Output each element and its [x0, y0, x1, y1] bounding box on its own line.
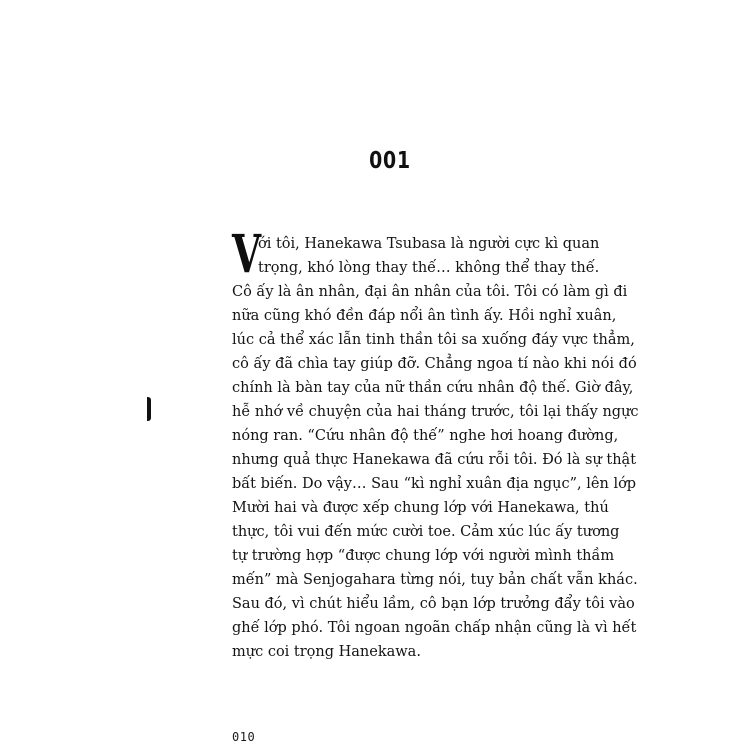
text-line: nóng ran. “Cứu nhân độ thế” nghe hơi hoang đường, [232, 428, 619, 444]
text-line: thực, tôi vui đến mức cười toe. Cảm xúc lúc ấy tương [232, 524, 620, 540]
text-line: nhưng quả thực Hanekawa đã cứu rỗi tôi. Đó là sự thật [232, 452, 637, 468]
text-line: Mười hai và được xếp chung lớp với Hanekawa, thú [232, 500, 609, 516]
text-line: mực coi trọng Hanekawa. [232, 644, 421, 660]
text-line: ghế lớp phó. Tôi ngoan ngoãn chấp nhận cũng là vì hết [232, 620, 637, 636]
text-line: trọng, khó lòng thay thế… không thể thay thế. [258, 260, 600, 276]
chapter-title: 001 [369, 148, 411, 174]
text-line: mến” mà Senjogahara từng nói, tuy bản chất vẫn khác. [232, 572, 638, 588]
body-text [232, 224, 639, 664]
text-line: hễ nhớ về chuyện của hai tháng trước, tôi lại thấy ngực [232, 404, 639, 420]
text-line: tự trường hợp “được chung lớp với người mình thầm [232, 548, 615, 564]
text-line: Sau đó, vì chút hiểu lầm, cô bạn lớp trưởng đẩy tôi vào [232, 596, 635, 612]
text-line: Cô ấy là ân nhân, đại ân nhân của tôi. Tôi có làm gì đi [232, 284, 628, 300]
page-number: 010 [232, 730, 256, 744]
text-line: ới tôi, Hanekawa Tsubasa là người cực kì quan [258, 236, 600, 252]
page-edge-mark [147, 397, 151, 421]
text-line: cô ấy đã chìa tay giúp đỡ. Chẳng ngoa tí nào khi nói đó [232, 356, 637, 372]
drop-cap: V [232, 224, 262, 285]
text-line: nữa cũng khó đền đáp nổi ân tình ấy. Hồi nghỉ xuân, [232, 308, 617, 324]
text-line: bất biến. Do vậy… Sau “kì nghỉ xuân địa ngục”, lên lớp [232, 476, 637, 492]
text-line: lúc cả thể xác lẫn tinh thần tôi sa xuống đáy vực thẳm, [232, 332, 635, 348]
text-line: chính là bàn tay của nữ thần cứu nhân độ thế. Giờ đây, [232, 380, 634, 396]
